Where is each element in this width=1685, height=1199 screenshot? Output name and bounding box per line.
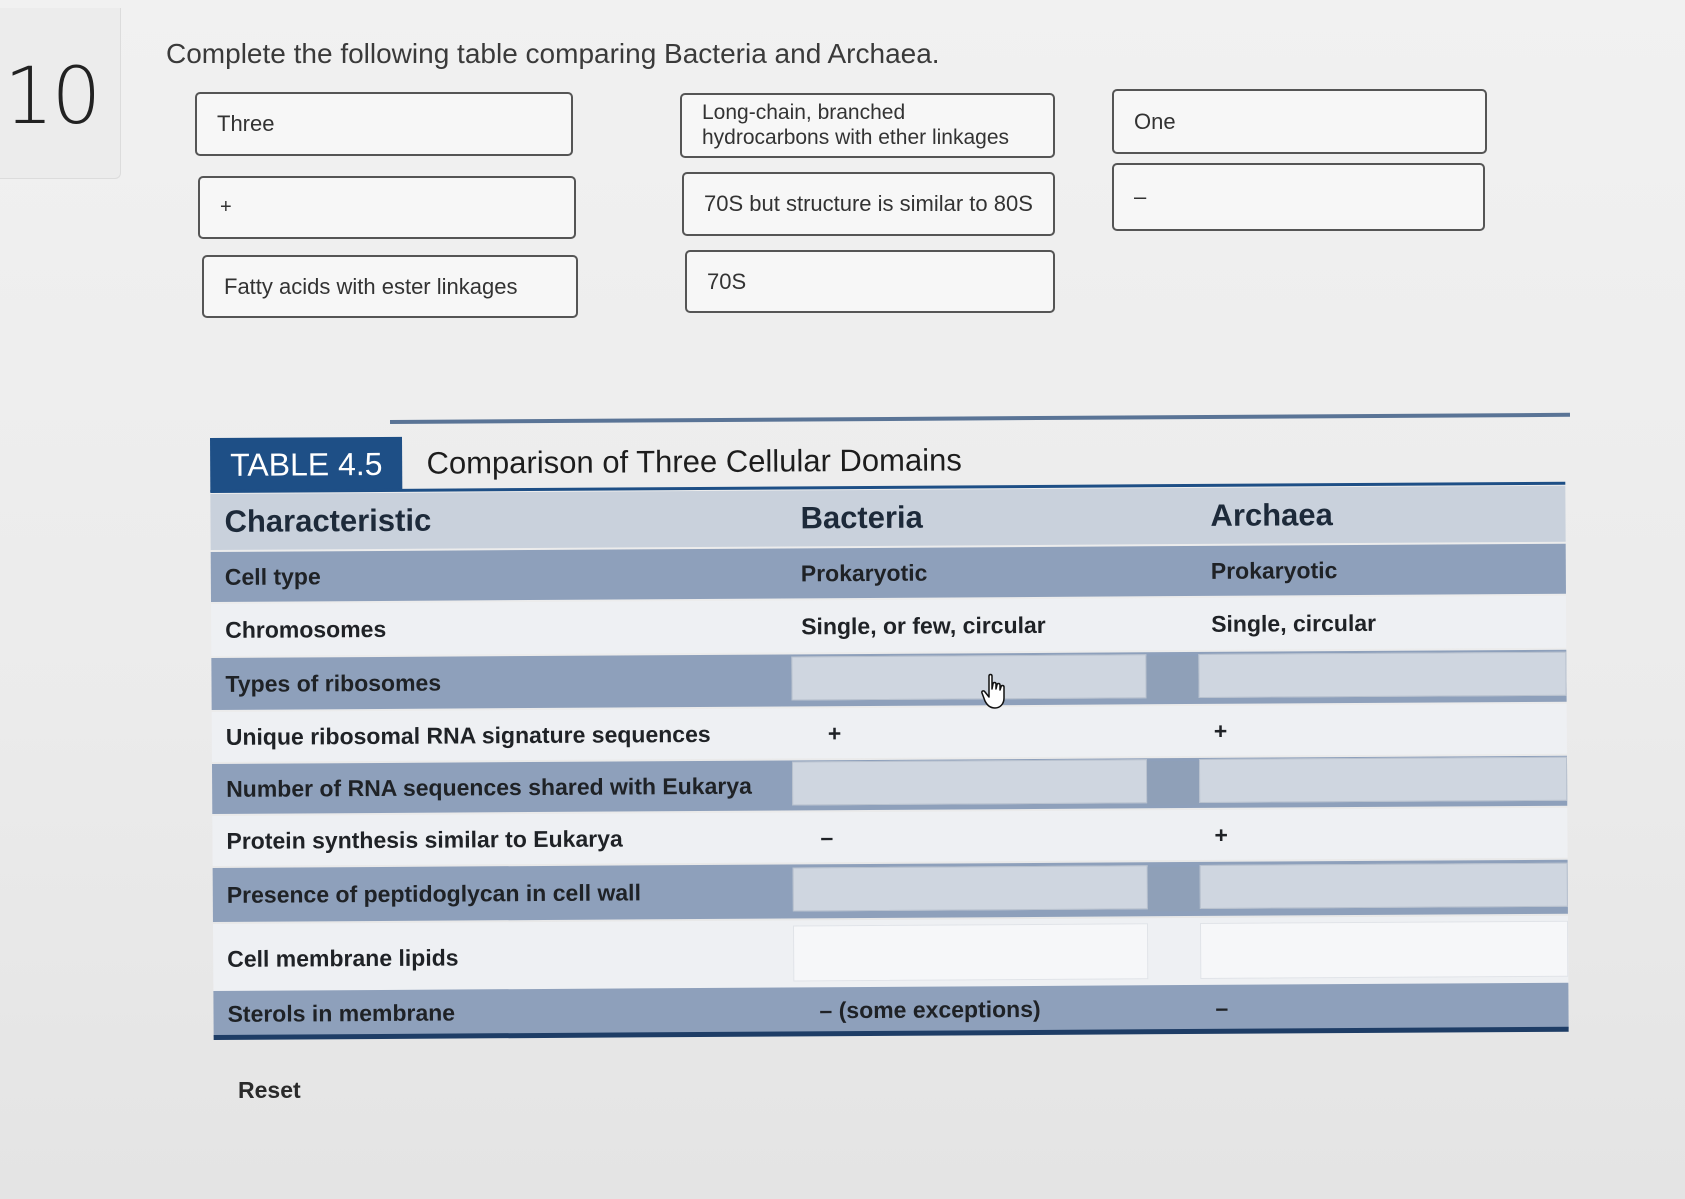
- row-archaea-value: –: [1215, 994, 1229, 1021]
- row-bacteria-value: Prokaryotic: [800, 559, 928, 586]
- row-archaea-value: +: [1214, 821, 1228, 848]
- drop-zone-bacteria[interactable]: [793, 923, 1148, 986]
- answer-chip[interactable]: –: [1112, 163, 1485, 231]
- row-characteristic: Cell type: [224, 562, 321, 590]
- drop-zone-bacteria[interactable]: [793, 865, 1148, 916]
- row-characteristic: Protein synthesis similar to Eukarya: [226, 824, 623, 854]
- table-header-row: [210, 486, 1565, 550]
- drop-zone-bacteria[interactable]: [791, 654, 1146, 705]
- row-bacteria-value: +: [827, 719, 842, 746]
- comparison-table: [210, 430, 1569, 1058]
- question-number: 10: [4, 52, 100, 142]
- answer-chip[interactable]: Fatty acids with ester linkages: [202, 255, 578, 318]
- drop-zone-archaea[interactable]: [1200, 862, 1568, 913]
- row-characteristic: Sterols in membrane: [227, 999, 456, 1027]
- table-row: [213, 916, 1568, 994]
- drop-zone-archaea[interactable]: [1198, 651, 1566, 702]
- drop-zone-archaea[interactable]: [1199, 756, 1567, 807]
- row-bacteria-value: –: [820, 823, 834, 850]
- row-bacteria-value: Single, or few, circular: [801, 611, 1046, 639]
- table-row: [211, 650, 1566, 710]
- table-row: [212, 756, 1567, 814]
- table-heading: [210, 433, 986, 492]
- answer-chip[interactable]: Long-chain, branched hydrocarbons with ether linkages: [680, 93, 1055, 158]
- table-row: [212, 808, 1567, 866]
- table-row: [212, 704, 1567, 762]
- drop-divider: [1147, 761, 1199, 805]
- drop-divider: [1148, 867, 1200, 911]
- drop-zone-archaea[interactable]: [1200, 920, 1568, 983]
- row-archaea-value: Prokaryotic: [1210, 556, 1338, 584]
- reset-button[interactable]: Reset: [238, 1077, 301, 1103]
- drop-zone-bacteria[interactable]: [792, 759, 1147, 810]
- answer-chip[interactable]: Three: [195, 92, 573, 156]
- row-characteristic: Number of RNA sequences shared with Eukarya: [226, 772, 752, 802]
- table-row: [211, 544, 1566, 602]
- row-archaea-value: Single, circular: [1211, 609, 1377, 637]
- question-prompt: Complete the following table comparing Bacteria and Archaea.: [166, 38, 940, 69]
- column-header-characteristic: Characteristic: [224, 502, 432, 539]
- table-row: [213, 860, 1568, 922]
- row-characteristic: Cell membrane lipids: [227, 943, 459, 972]
- row-characteristic: Presence of peptidoglycan in cell wall: [226, 878, 641, 908]
- row-characteristic: Chromosomes: [225, 615, 387, 643]
- drop-divider: [1146, 656, 1198, 700]
- row-archaea-value: +: [1213, 717, 1228, 744]
- answer-chip[interactable]: +: [198, 176, 576, 239]
- table-top-rule: [390, 413, 1570, 424]
- row-characteristic: Types of ribosomes: [225, 669, 442, 697]
- table-title: Comparison of Three Cellular Domains: [426, 442, 962, 481]
- table-number: TABLE 4.5: [210, 437, 403, 492]
- answer-chip[interactable]: 70S: [685, 250, 1055, 313]
- row-bacteria-value: – (some exceptions): [819, 995, 1041, 1023]
- hand-cursor-icon: [980, 672, 1010, 712]
- answer-chip[interactable]: One: [1112, 89, 1487, 154]
- row-characteristic: Unique ribosomal RNA signature sequences: [225, 720, 711, 750]
- column-header-archaea: Archaea: [1210, 497, 1333, 533]
- table-row: [211, 596, 1566, 656]
- answer-chip[interactable]: 70S but structure is similar to 80S: [682, 172, 1055, 236]
- column-header-bacteria: Bacteria: [800, 499, 923, 536]
